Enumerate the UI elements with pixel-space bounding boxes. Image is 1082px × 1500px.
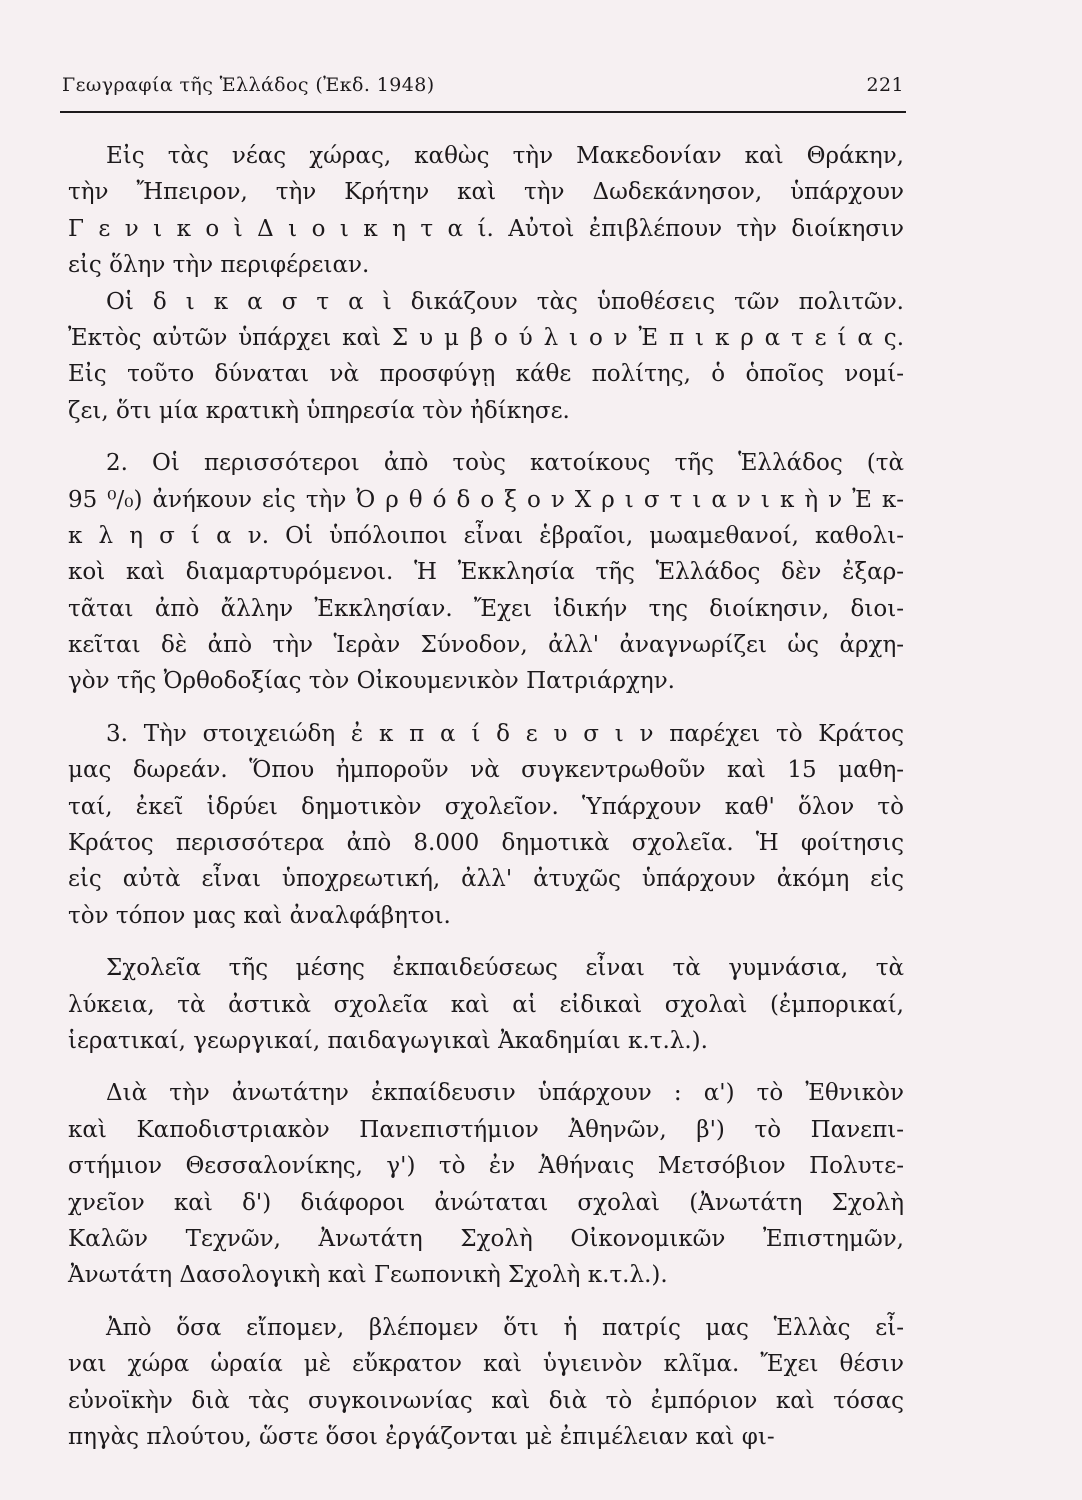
text-line: τὸν τόπον μας καὶ ἀναλφάβητοι. [68,902,451,929]
paragraph [68,950,904,1059]
paragraph [68,138,904,284]
text-line: ναι χώρα ὡραία μὲ εὔκρατον καὶ ὑγιεινὸν κλῖμα. Ἔχει θέσιν [68,1351,904,1378]
text-line: καὶ Καποδιστριακὸν Πανεπιστήμιον Ἀθηνῶν, β') τὸ Πανεπι- [68,1116,904,1143]
text-line: στήμιον Θεσσαλονίκης, γ') τὸ ἐν Ἀθήναις Μετσόβιον Πολυτε- [68,1153,904,1180]
paragraph [68,1075,904,1293]
text-line: ζει, ὅτι μία κρατικὴ ὑπηρεσία τὸν ἠδίκησε. [68,397,570,424]
text-line: Ἀνωτάτη Δασολογικὴ καὶ Γεωπονικὴ Σχολὴ κ.τ.λ.). [68,1262,668,1289]
text-line: γὸν τῆς Ὀρθοδοξίας τὸν Οἰκουμενικὸν Πατριάρχην. [68,668,675,695]
text-line: Ἀπὸ ὅσα εἴπομεν, βλέπομεν ὅτι ἡ πατρίς μας Ἑλλὰς εἶ- [106,1314,904,1341]
text-line: Κράτος περισσότερα ἀπὸ 8.000 δημοτικὰ σχολεῖα. Ἡ φοίτησις [68,830,904,857]
page-number: 221 [866,74,904,96]
text-line: Σχολεῖα τῆς μέσης ἐκπαιδεύσεως εἶναι τὰ γυμνάσια, τὰ [106,955,904,982]
header-rule [60,111,906,113]
text-line: κοὶ καὶ διαμαρτυρόμενοι. Ἡ Ἐκκλησία τῆς Ἑλλάδος δὲν ἐξαρ- [68,559,904,586]
text-line: Γ ε ν ι κ ο ὶ Δ ι ο ι κ η τ α ί. Αὐτοὶ ἐπιβλέπουν τὴν διοίκησιν [68,215,904,242]
text-line: Οἱ δ ι κ α σ τ α ὶ δικάζουν τὰς ὑποθέσεις τῶν πολιτῶν. [106,288,904,315]
text-line: Εἰς τοῦτο δύναται νὰ προσφύγῃ κάθε πολίτης, ὁ ὁποῖος νομί- [68,361,904,388]
text-line: Ἐκτὸς αὐτῶν ὑπάρχει καὶ Σ υ μ β ο ύ λ ι ο ν Ἐ π ι κ ρ α τ ε ί α ς. [68,324,904,351]
text-line: Καλῶν Τεχνῶν, Ἀνωτάτη Σχολὴ Οἰκονομικῶν Ἐπιστημῶν, [68,1225,904,1252]
body-text [68,138,904,1455]
text-line: χνεῖον καὶ δ') διάφοροι ἀνώταται σχολαὶ (Ἀνωτάτη Σχολὴ [68,1189,904,1216]
text-line: πηγὰς πλούτου, ὥστε ὅσοι ἐργάζονται μὲ ἐπιμέλειαν καὶ φι- [68,1423,775,1450]
text-line: τὴν Ἤπειρον, τὴν Κρήτην καὶ τὴν Δωδεκάνησον, ὑπάρχουν [68,179,904,206]
paragraph [68,1310,904,1456]
text-line: 95 ⁰/₀) ἀνήκουν εἰς τὴν Ὀ ρ θ ό δ ο ξ ο ν Χ ρ ι σ τ ι α ν ι κ ὴ ν Ἐ κ- [68,486,904,513]
text-line: τᾶται ἀπὸ ἄλλην Ἐκκλησίαν. Ἔχει ἰδικήν της διοίκησιν, διοι- [68,595,904,622]
paragraph [68,716,904,934]
text-line: Διὰ τὴν ἀνωτάτην ἐκπαίδευσιν ὑπάρχουν : α') τὸ Ἐθνικὸν [106,1080,904,1107]
text-line: εἰς ὅλην τὴν περιφέρειαν. [68,252,370,279]
text-line: 2. Οἱ περισσότεροι ἀπὸ τοὺς κατοίκους τῆς Ἑλλάδος (τὰ [106,450,904,477]
text-line: κεῖται δὲ ἀπὸ τὴν Ἱερὰν Σύνοδον, ἀλλ' ἀναγνωρίζει ὡς ἀρχη- [68,632,904,659]
text-line: κ λ η σ ί α ν. Οἱ ὑπόλοιποι εἶναι ἑβραῖοι, μωαμεθανοί, καθολι- [68,522,904,549]
text-line: μας δωρεάν. Ὅπου ἠμποροῦν νὰ συγκεντρωθοῦν καὶ 15 μαθη- [68,757,904,784]
text-line: εἰς αὐτὰ εἶναι ὑποχρεωτική, ἀλλ' ἀτυχῶς ὑπάρχουν ἀκόμη εἰς [68,866,904,893]
text-line: ἱερατικαί, γεωργικαί, παιδαγωγικαὶ Ἀκαδημίαι κ.τ.λ.). [68,1027,708,1054]
text-line: 3. Τὴν στοιχειώδη ἐ κ π α ί δ ε υ σ ι ν παρέχει τὸ Κράτος [106,720,904,747]
text-line: ταί, ἐκεῖ ἱδρύει δημοτικὸν σχολεῖον. Ὑπάρχουν καθ' ὅλον τὸ [68,793,904,820]
text-line: εὐνοϊκὴν διὰ τὰς συγκοινωνίας καὶ διὰ τὸ ἐμπόριον καὶ τόσας [68,1387,904,1414]
text-line: Εἰς τὰς νέας χώρας, καθὼς τὴν Μακεδονίαν καὶ Θράκην, [106,143,904,169]
paragraph [68,284,904,430]
paragraph [68,445,904,700]
text-line: λύκεια, τὰ ἀστικὰ σχολεῖα καὶ αἱ εἰδικαὶ σχολαὶ (ἐμπορικαί, [68,991,904,1018]
running-title: Γεωγραφία τῆς Ἑλλάδος (Ἐκδ. 1948) [62,74,435,96]
